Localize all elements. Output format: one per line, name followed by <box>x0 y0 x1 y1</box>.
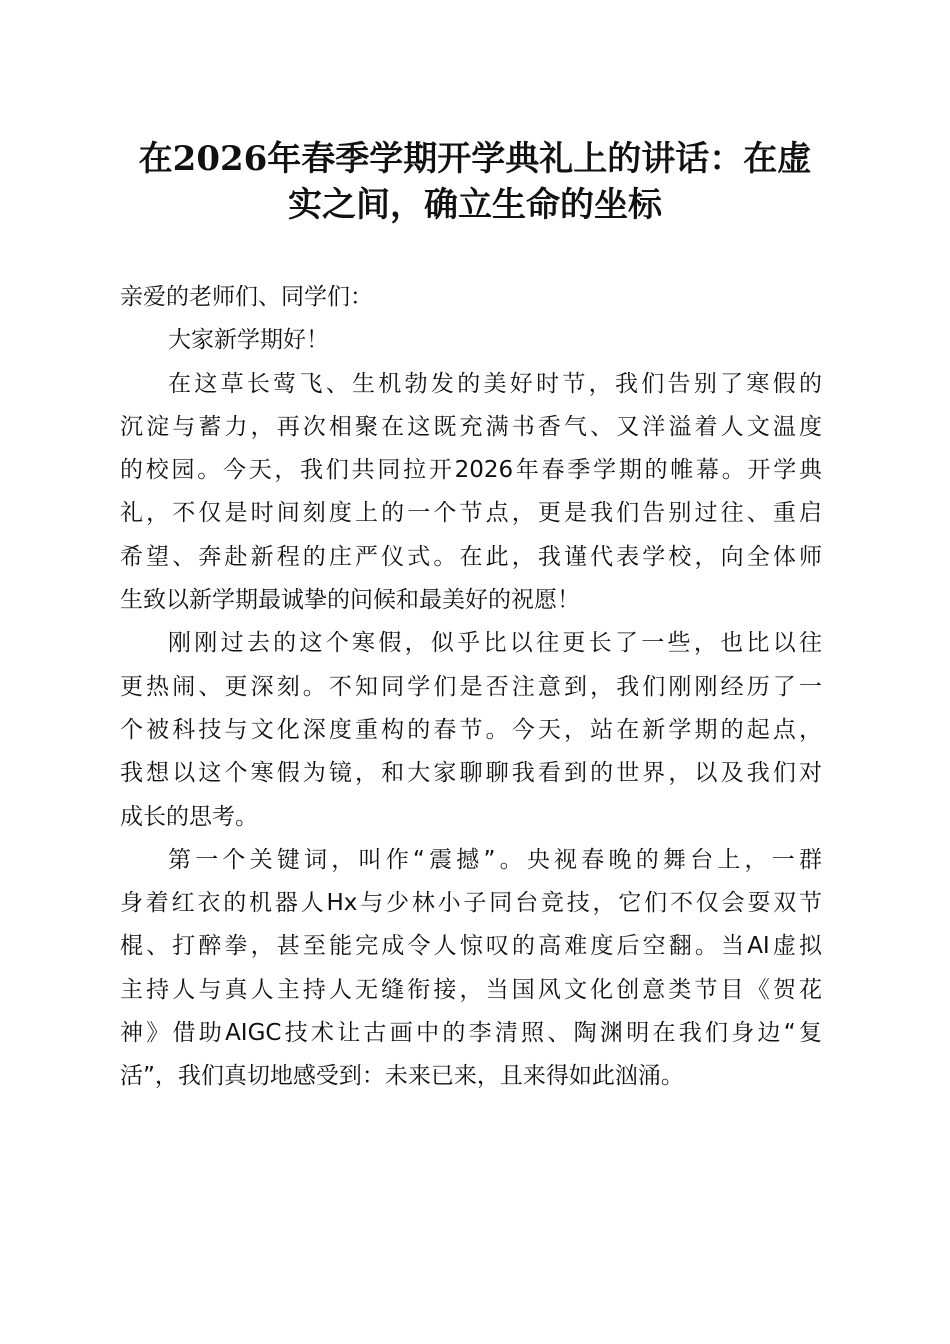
paragraph-line: 个被科技与文化深度重构的春节。今天，站在新学期的起点， <box>120 716 822 743</box>
salutation: 亲爱的老师们、同学们： <box>120 284 373 310</box>
paragraph <box>120 363 822 623</box>
paragraph-line: 神》借助AIGC技术让古画中的李清照、陶渊明在我们身边“复 <box>120 1020 822 1047</box>
paragraph <box>120 839 822 1099</box>
paragraph-line: 在这草长莺飞、生机勃发的美好时节，我们告别了寒假的 <box>168 370 822 397</box>
title-line: 在2026年春季学期开学典礼上的讲话：在虚 <box>138 139 812 179</box>
paragraph-line: 主持人与真人主持人无缝衔接，当国风文化创意类节目《贺花 <box>120 976 822 1003</box>
paragraph-line: 第一个关键词，叫作“震撼”。央视春晚的舞台上，一群 <box>168 846 822 873</box>
document-title <box>110 136 840 228</box>
title-line: 实之间，确立生命的坐标 <box>288 185 662 225</box>
document-body <box>120 276 822 1099</box>
paragraph-line: 更热闹、更深刻。不知同学们是否注意到，我们刚刚经历了一 <box>120 673 822 700</box>
paragraph-line: 活”，我们真切地感受到：未来已来，且来得如此汹涌。 <box>120 1063 684 1090</box>
paragraph-line: 成长的思考。 <box>120 803 258 830</box>
paragraph-line: 棍、打醉拳，甚至能完成令人惊叹的高难度后空翻。当AI虚拟 <box>120 933 822 960</box>
paragraph-line: 大家新学期好！ <box>168 327 329 354</box>
paragraph-line: 希望、奔赴新程的庄严仪式。在此，我谨代表学校，向全体师 <box>120 543 822 570</box>
paragraph-line: 礼，不仅是时间刻度上的一个节点，更是我们告别过往、重启 <box>120 500 822 527</box>
paragraph-line: 我想以这个寒假为镜，和大家聊聊我看到的世界，以及我们对 <box>120 760 822 787</box>
paragraph-line: 身着红衣的机器人Hx与少林小子同台竞技，它们不仅会耍双节 <box>120 890 822 917</box>
paragraph-line: 沉淀与蓄力，再次相聚在这既充满书香气、又洋溢着人文温度 <box>120 413 822 440</box>
paragraph <box>120 319 822 362</box>
paragraph <box>120 622 822 838</box>
paragraph-line: 生致以新学期最诚挚的问候和最美好的祝愿！ <box>120 587 580 614</box>
paragraphs <box>120 319 822 1098</box>
paragraph-line: 刚刚过去的这个寒假，似乎比以往更长了一些，也比以往 <box>168 630 822 657</box>
paragraph-line: 的校园。今天，我们共同拉开2026年春季学期的帷幕。开学典 <box>120 457 822 484</box>
